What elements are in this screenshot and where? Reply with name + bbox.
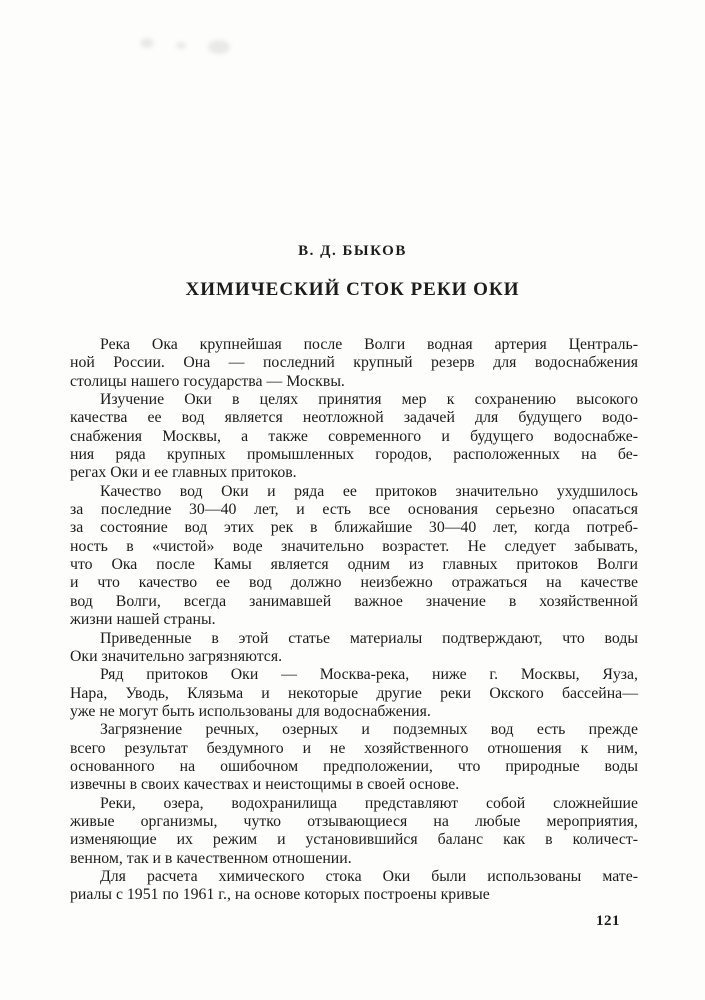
text-line: качества ее вод является неотложной задачей для будущего водо- — [70, 409, 638, 427]
scan-smudge-artifact — [140, 38, 154, 48]
text-line: Изучение Оки в целях принятия мер к сохранению высокого — [100, 391, 638, 409]
text-line: Приведенные в этой статье материалы подтверждают, что воды — [100, 629, 638, 647]
text-line: Река Ока крупнейшая после Волги водная артерия Централь- — [100, 336, 638, 353]
text-line: ность в «чистой» воде значительно возрастет. Не следует забывать, — [70, 537, 638, 555]
text-line: столицы нашего государства — Москвы. — [70, 372, 345, 390]
text-line: жизни нашей страны. — [70, 611, 216, 629]
text-line: и что качество ее вод должно неизбежно отражаться на качестве — [70, 574, 638, 592]
text-line: за состояние вод этих рек в ближайшие 30—40 лет, когда потреб- — [70, 519, 638, 537]
text-line: вод Волги, всегда занимавшей важное значение в хозяйственной — [70, 592, 638, 610]
page-body — [70, 336, 638, 905]
text-line: извечны в своих качествах и неистощимы в своей основе. — [70, 776, 460, 794]
text-line: за последние 30—40 лет, и есть все основания серьезно опасаться — [70, 501, 638, 519]
text-line: основанного на ошибочном предположении, что природные воды — [70, 757, 638, 775]
paragraph — [70, 666, 638, 721]
paragraph — [70, 483, 638, 630]
text-line: Для расчета химического стока Оки были использованы мате- — [100, 867, 638, 885]
text-line: ния ряда крупных промышленных городов, расположенных на бе- — [70, 446, 638, 464]
text-line: венном, так и в качественном отношении. — [70, 849, 352, 867]
text-line: Оки значительно загрязняются. — [70, 647, 283, 665]
text-line: Реки, озера, водохранилища представляют собой сложнейшие — [100, 794, 638, 812]
text-line: ной России. Она — последний крупный резерв для водоснабжения — [70, 354, 638, 372]
text-line: Нара, Уводь, Клязьма и некоторые другие реки Окского бассейна— — [70, 684, 638, 702]
text-line: Загрязнение речных, озерных и подземных вод есть прежде — [100, 721, 638, 739]
page-number: 121 — [596, 913, 620, 929]
author-name: В. Д. БЫКОВ — [298, 243, 407, 259]
paragraph — [70, 721, 638, 794]
text-line: изменяющие их режим и установившийся баланс как в количест- — [70, 831, 638, 849]
scan-smudge-artifact — [208, 40, 230, 54]
scan-smudge-artifact — [176, 42, 186, 49]
text-line: уже не могут быть использованы для водоснабжения. — [70, 702, 431, 720]
text-line: живые организмы, чутко отзывающиеся на любые мероприятия, — [70, 812, 638, 830]
paragraph — [70, 795, 638, 868]
text-line: Ряд притоков Оки — Москва-река, ниже г. Москвы, Яуза, — [100, 666, 638, 684]
page-title: ХИМИЧЕСКИЙ СТОК РЕКИ ОКИ — [185, 279, 520, 300]
text-line: риалы с 1951 по 1961 г., на основе которых построены кривые — [70, 886, 490, 904]
paragraph — [70, 868, 638, 905]
text-line: снабжения Москвы, а также современного и будущего водоснабже- — [70, 427, 638, 445]
paragraph — [70, 630, 638, 667]
text-line: что Ока после Камы является одним из главных притоков Волги — [70, 556, 638, 574]
paragraph — [70, 391, 638, 483]
text-line: регах Оки и ее главных притоков. — [70, 464, 297, 482]
paragraph — [70, 336, 638, 391]
text-line: Качество вод Оки и ряда ее притоков значительно ухудшилось — [100, 482, 638, 500]
text-line: всего результат бездумного и не хозяйственного отношения к ним, — [70, 739, 638, 757]
